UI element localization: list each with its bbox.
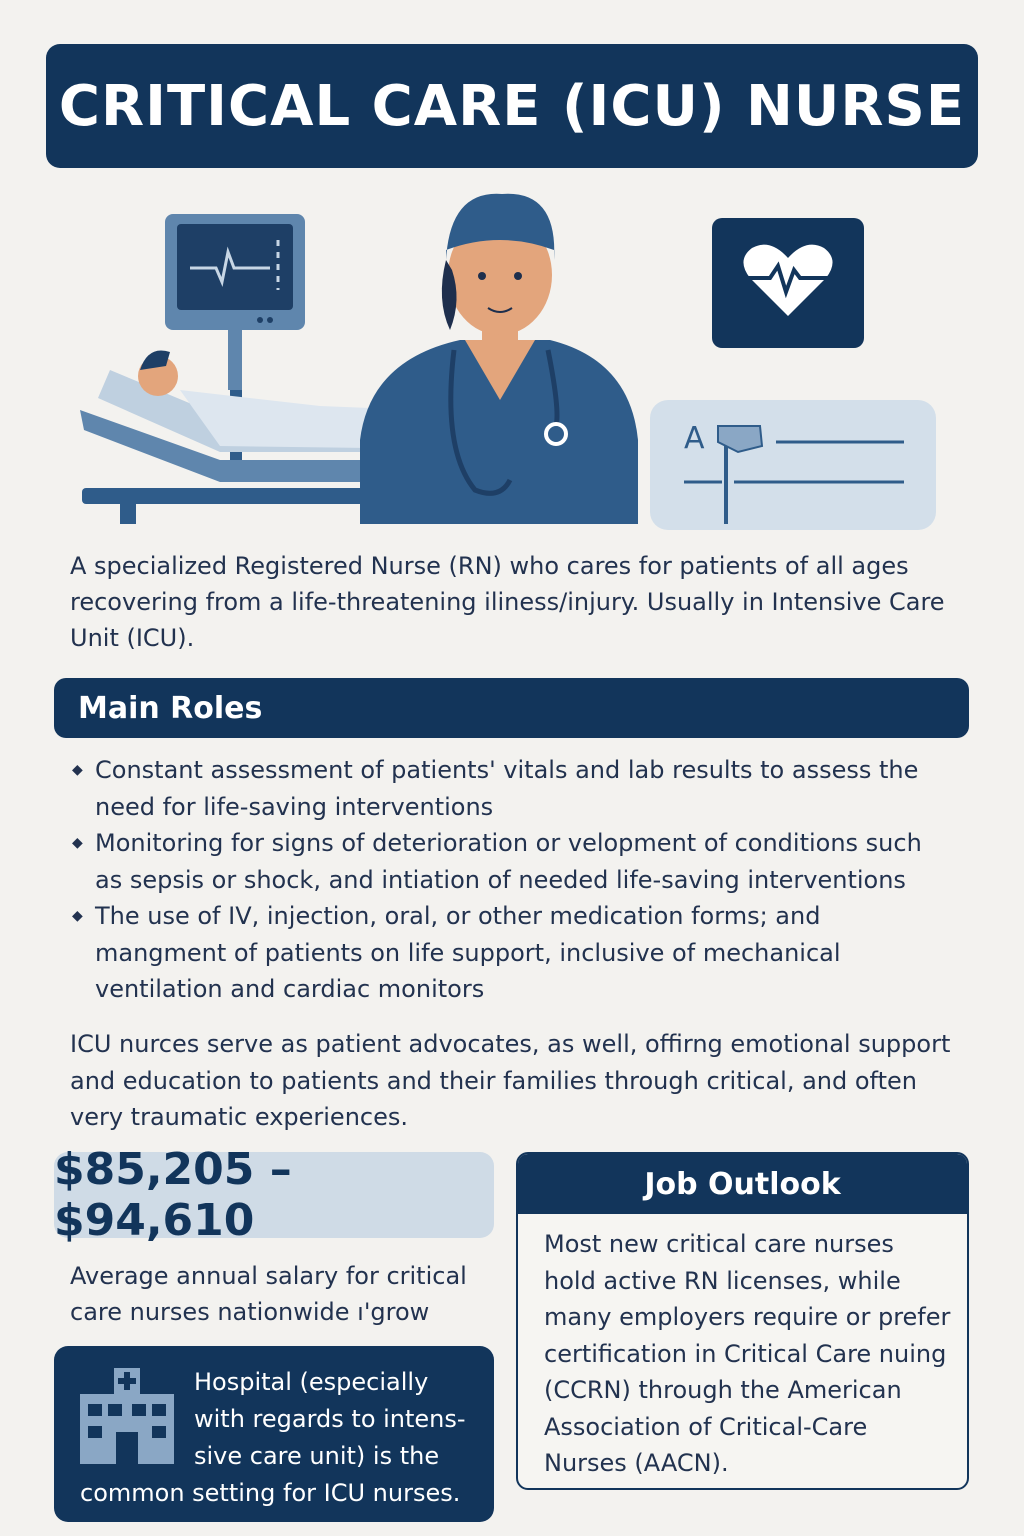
diamond-bullet-icon: ◆	[72, 908, 83, 924]
job-outlook-header	[518, 1154, 967, 1214]
nurse-figure	[360, 194, 638, 524]
intro-text: A specialized Registered Nurse (RN) who cares for patients of all ages recovering from a life-threatening iliness/injury. Usually in Intensive Care Unit (ICU).	[70, 552, 945, 652]
main-roles-heading: Main Roles	[78, 690, 263, 726]
list-item-text: The use of IV, injection, oral, or other medication forms; and mangment of patients on life support, inclusive of mechanical ventilation and cardiac monitors	[95, 902, 841, 1003]
page-title: CRITICAL CARE (ICU) NURSE	[58, 73, 966, 139]
list-item-text: Monitoring for signs of deterioration or velopment of conditions such as sepsis or shock, and intiation of needed life-saving interventions	[95, 829, 922, 894]
main-roles-list	[70, 752, 950, 1008]
main-roles-header	[54, 678, 969, 738]
job-outlook-box	[516, 1152, 969, 1490]
heart-monitor-icon	[712, 218, 864, 348]
icu-illustration	[70, 190, 950, 530]
list-item	[70, 825, 950, 898]
list-item-text: Constant assessment of patients' vitals and lab results to assess the need for life-saving interventions	[95, 756, 919, 821]
salary-range: $85,205 – $94,610	[54, 1144, 292, 1246]
salary-box	[54, 1144, 494, 1246]
hospital-box	[54, 1346, 494, 1522]
list-item	[70, 898, 950, 1008]
chart-letter: A	[684, 421, 705, 456]
hospital-text-block	[80, 1364, 480, 1512]
medical-chart-panel	[650, 400, 936, 530]
title-banner	[46, 44, 978, 168]
diamond-bullet-icon: ◆	[72, 835, 83, 851]
salary-note: Average annual salary for critical care nurses nationwide ı'grow	[70, 1262, 467, 1326]
job-outlook-heading: Job Outlook	[644, 1166, 841, 1202]
diamond-bullet-icon: ◆	[72, 762, 83, 778]
hospital-text: Hospital (especially with regards to intens-sive care unit) is the common setting for ICU nurses.	[80, 1368, 466, 1507]
list-item	[70, 752, 950, 825]
job-outlook-text: Most new critical care nurses hold active RN licenses, while many employers require or prefer certification in Critical Care nuing (CCRN) through the American Association of Critical-Care Nurses (AACN).	[544, 1230, 951, 1477]
advocate-text: ICU nurces serve as patient advocates, as well, offirng emotional support and education to patients and their families through critical, and often very traumatic experiences.	[70, 1030, 951, 1131]
